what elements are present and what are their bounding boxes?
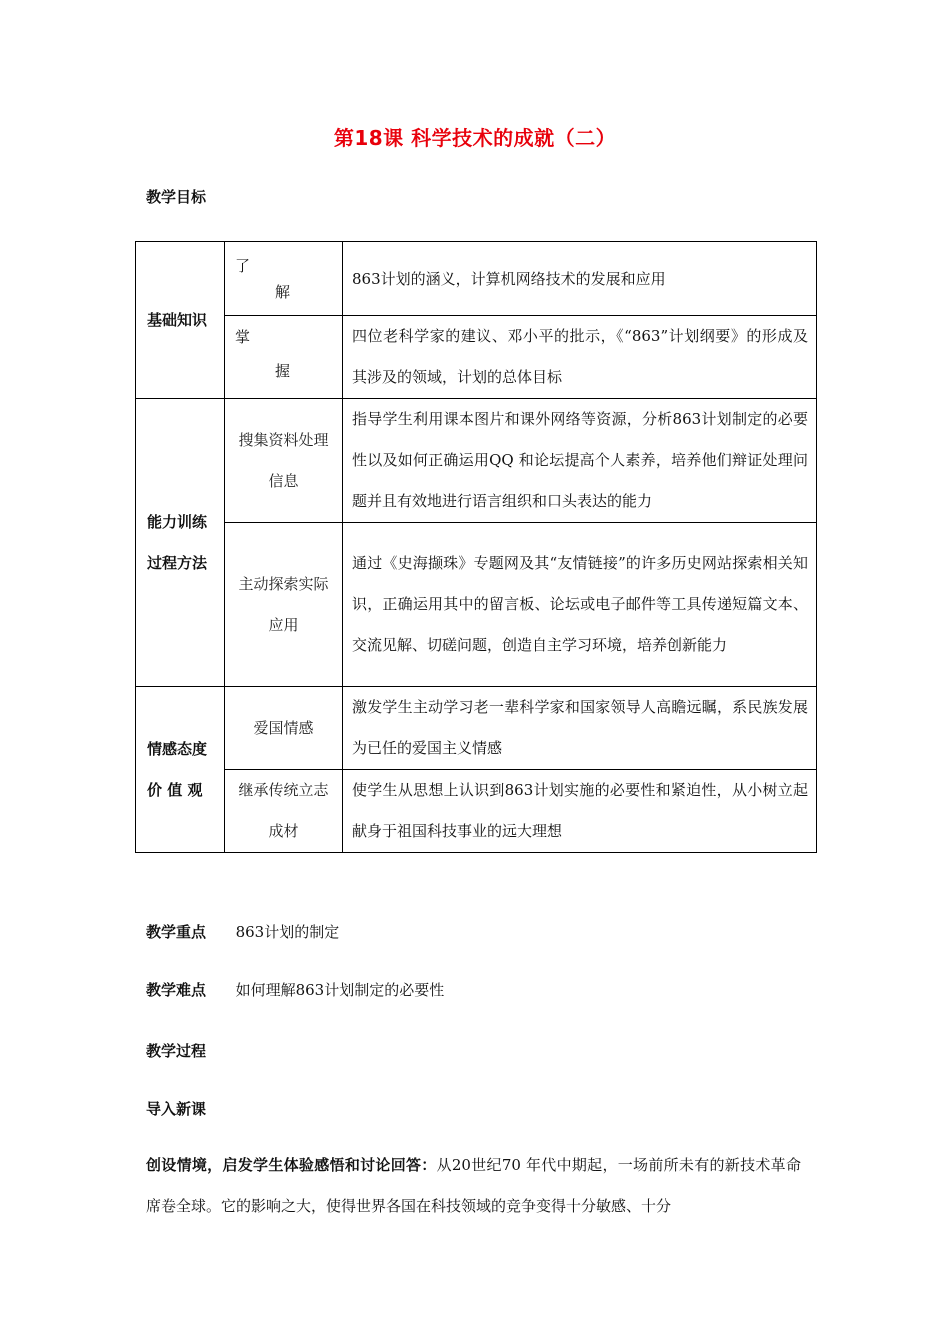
section-intro: 导入新课: [146, 1100, 207, 1118]
desc-inherit-tradition: 使学生从思想上认识到863计划实施的必要性和紧迫性，从小树立起献身于祖国科技事业的远大理想: [343, 770, 817, 853]
table-row: [136, 399, 817, 523]
table-row: [136, 687, 817, 770]
teaching-focus-label: 教学重点: [146, 923, 207, 941]
category-emotion-line1: 情感态度: [147, 739, 208, 758]
teaching-focus: [146, 912, 806, 953]
desc-collect-info: 指导学生利用课本图片和课外网络等资源，分析863计划制定的必要性以及如何正确运用QQ 和论坛提高个人素养，培养他们辩证处理问题并且有效地进行语言组织和口头表达的能力: [343, 399, 817, 523]
section-teaching-process: 教学过程: [146, 1042, 207, 1060]
intro-paragraph-text: 从20世纪70 年代中期起，一场前所未有的新技术革命席卷全球。它的影响之大，使得世界各国在科技领域的竞争变得十分敏感、十分: [146, 1156, 801, 1215]
category-ability-training: [136, 399, 225, 687]
table-row: [136, 316, 817, 399]
desc-explore-apply: 通过《史海撷珠》专题网及其“友情链接”的许多历史网站探索相关知识，正确运用其中的留言板、论坛或电子邮件等工具传递短篇文本、交流见解、切磋问题，创造自主学习环境，培养创新能力: [343, 523, 817, 687]
sub-master-char1: 掌: [235, 328, 251, 346]
intro-paragraph-lead: 创设情境，启发学生体验感悟和讨论回答：: [146, 1156, 437, 1174]
category-emotion-line2: 价 值 观: [147, 780, 203, 799]
page-title: 第18课 科学技术的成就（二）: [333, 126, 617, 150]
section-teaching-goals: 教学目标: [146, 188, 207, 206]
category-ability-line2: 过程方法: [147, 553, 208, 572]
desc-master: 四位老科学家的建议、邓小平的批示，《“863”计划纲要》的形成及其涉及的领域，计划的总体目标: [343, 316, 817, 399]
teaching-focus-text: 863计划的制定: [235, 923, 340, 941]
desc-patriotism: 激发学生主动学习老一辈科学家和国家领导人高瞻远瞩，系民族发展为已任的爱国主义情感: [343, 687, 817, 770]
category-emotion-values: [136, 687, 225, 853]
sub-inherit-tradition: 继承传统立志成材: [225, 770, 343, 853]
sub-master-char2: 握: [275, 362, 291, 380]
teaching-difficulty-text: 如何理解863计划制定的必要性: [235, 981, 445, 999]
teaching-difficulty: [146, 970, 806, 1011]
desc-understand: 863计划的涵义，计算机网络技术的发展和应用: [343, 242, 817, 316]
sub-understand-char1: 了: [235, 256, 251, 275]
intro-paragraph: [146, 1145, 801, 1227]
table-row: [136, 770, 817, 853]
sub-collect-info: 搜集资料处理信息: [225, 399, 343, 523]
teaching-goals-table: [135, 241, 817, 853]
table-row: [136, 523, 817, 687]
category-basic-knowledge: 基础知识: [136, 242, 225, 399]
category-ability-line1: 能力训练: [147, 512, 208, 531]
sub-master: [225, 316, 343, 399]
sub-understand-char2: 解: [275, 282, 291, 301]
sub-patriotism: 爱国情感: [225, 687, 343, 770]
sub-understand: [225, 242, 343, 316]
teaching-difficulty-label: 教学难点: [146, 981, 207, 999]
sub-explore-apply: 主动探索实际应用: [225, 523, 343, 687]
table-row: [136, 242, 817, 316]
